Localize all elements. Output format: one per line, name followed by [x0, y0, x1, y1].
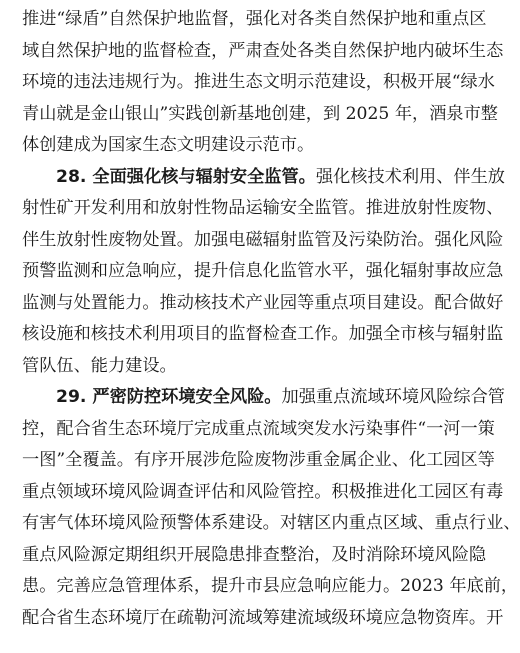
section-first-line — [22, 162, 505, 194]
text-line: 青山就是金山银山”实践创新基地创建，到 2025 年，酒泉市整 — [22, 103, 498, 124]
text-line: 伴生放射性废物处置。加强电磁辐射监管及污染防治。强化风险 — [22, 229, 504, 250]
text-line: 推进“绿盾”自然保护地监督，强化对各类自然保护地和重点区 — [22, 9, 487, 29]
text-line: 管队伍、能力建设。 — [22, 355, 177, 376]
text-line: 监测与处置能力。推动核技术产业园等重点项目建设。配合做好 — [22, 292, 504, 313]
section-text: 强化核技术利用、伴生放 — [315, 166, 505, 187]
text-line: 预警监测和应急响应，提升信息化监管水平，强化辐射事故应急 — [22, 261, 504, 281]
text-line: 环境的违法违规行为。推进生态文明示范建设，积极开展“绿水 — [22, 72, 495, 92]
text-line: 控，配合省生态环境厅完成重点流域突发水污染事件“一河一策 — [22, 418, 495, 439]
section-28-nuclear-radiation — [22, 162, 505, 383]
section-heading: 29. 严密防控环境安全风险。 — [56, 387, 282, 407]
text-line: 有害气体环境风险预警体系建设。对辖区内重点区域、重点行业、 — [22, 513, 520, 533]
text-line: 重点领域环境风险调查评估和风险管控。积极推进化工园区有毒 — [22, 481, 504, 502]
document-page — [22, 4, 520, 634]
section-text: 加强重点流域环境风险综合管 — [281, 387, 505, 407]
text-line: 域自然保护地的监督检查，严肃查处各类自然保护地内破坏生态 — [22, 40, 504, 61]
section-first-line — [22, 382, 505, 414]
text-line: 配合省生态环境厅在疏勒河流域筹建流域级环境应急物资库。开 — [22, 607, 504, 628]
text-line: 重点风险源定期组织开展隐患排查整治，及时消除环境风险隐 — [22, 544, 487, 565]
text-line: 核设施和核技术利用项目的监督检查工作。加强全市核与辐射监 — [22, 324, 504, 344]
text-line: 一图”全覆盖。有序开展涉危险废物涉重金属企业、化工园区等 — [22, 450, 495, 470]
text-line: 射性矿开发利用和放射性物品运输安全监管。推进放射性废物、 — [22, 198, 504, 218]
text-line: 患。完善应急管理体系，提升市县应急响应能力。2023 年底前， — [22, 576, 519, 596]
text-line: 体创建成为国家生态文明建设示范市。 — [22, 135, 315, 155]
section-29-environmental-risk — [22, 382, 520, 634]
paragraph-nature-reserve — [22, 4, 504, 162]
section-heading: 28. 全面强化核与辐射安全监管。 — [56, 166, 316, 187]
